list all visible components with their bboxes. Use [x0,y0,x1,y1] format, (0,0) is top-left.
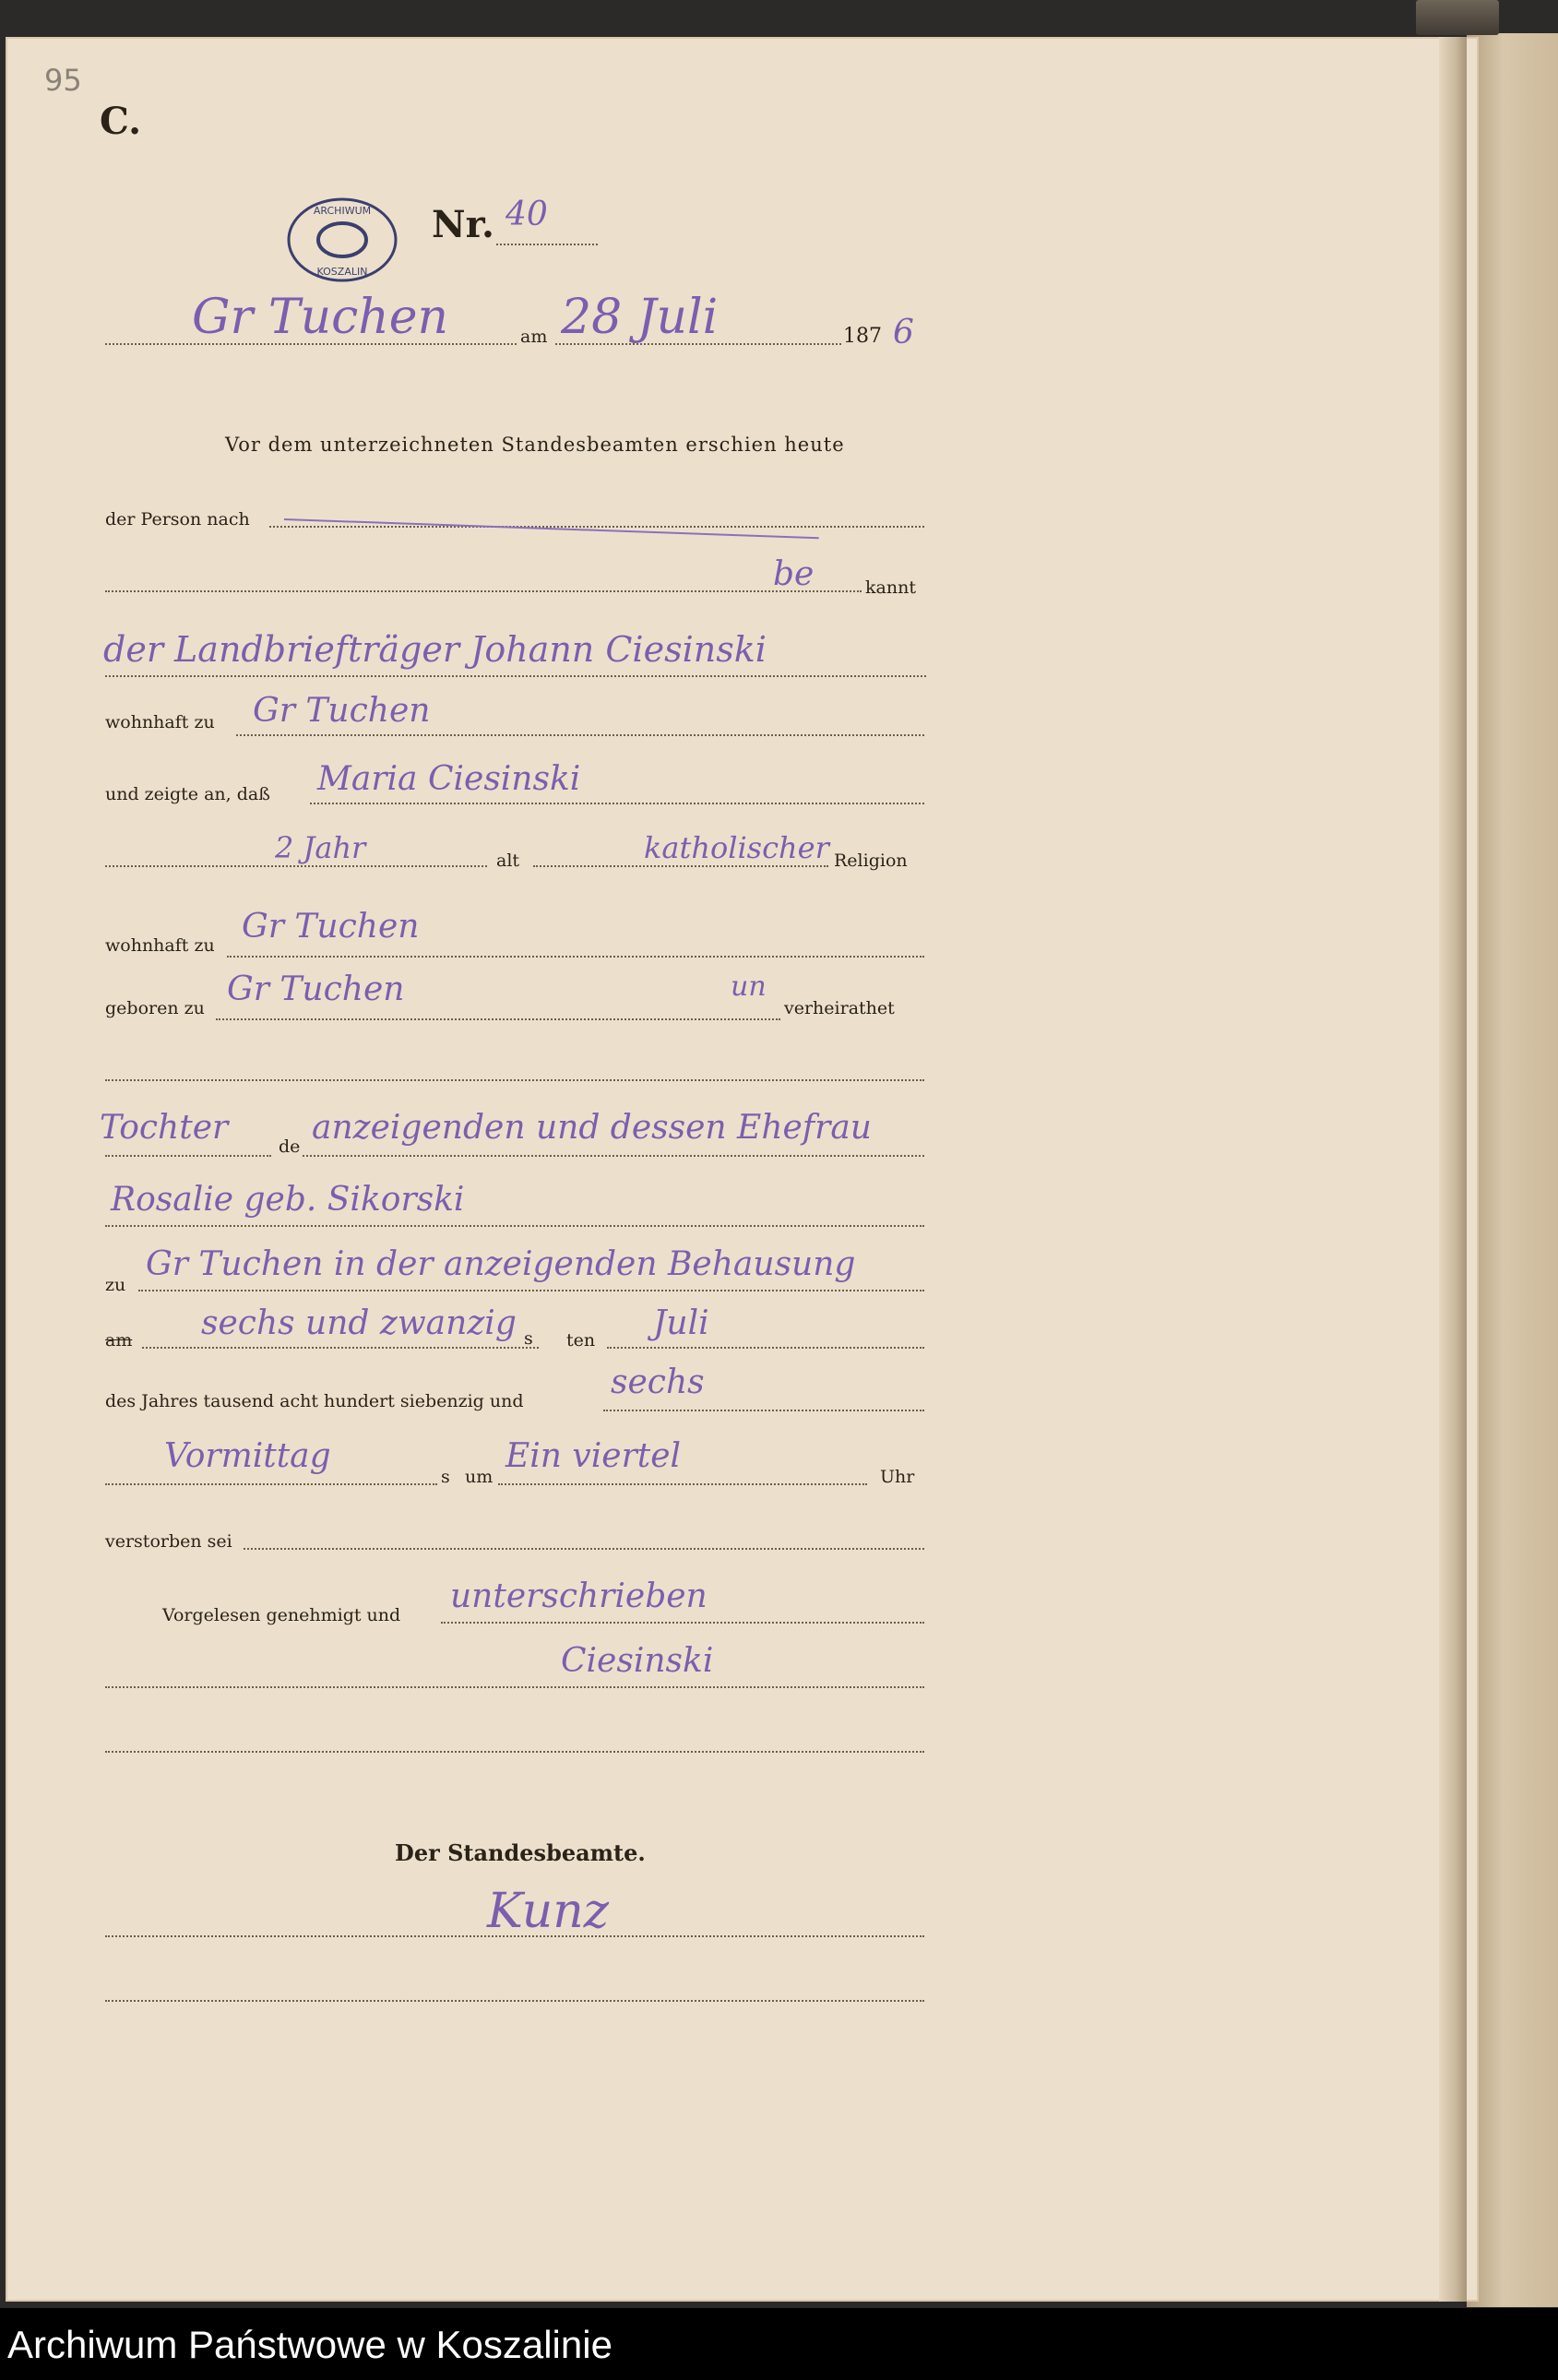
blank-line-1 [105,1079,924,1081]
birthplace: Gr Tuchen [227,970,405,1008]
signature-line-2 [105,1751,924,1753]
alt-label: alt [496,851,520,871]
deceased: Maria Ciesinski [317,760,581,798]
died-line [244,1548,924,1550]
parents-line2: Rosalie geb. Sikorski [111,1181,465,1219]
residence2: Gr Tuchen [242,908,420,946]
person-label: der Person nach [105,509,250,530]
zu-label: zu [105,1275,126,1295]
known-label: kannt [865,577,916,598]
day-suffix: s [524,1328,533,1349]
died-label: verstorben sei [105,1531,232,1552]
death-place-line [138,1290,924,1291]
archive-stamp [282,194,402,286]
time-suffix: s [441,1467,450,1487]
parents-line1-rule [303,1155,924,1157]
facing-page-edge [1467,33,1558,2307]
footer-bar [0,2308,1558,2380]
registrar-title: Der Standesbeamte. [395,1839,646,1866]
am2-label: am [105,1330,133,1351]
year-prefix: 187 [843,325,882,348]
registrar-line-1 [105,1935,924,1937]
year-line [603,1410,924,1411]
place-line [105,343,517,345]
intro-text: Vor dem unterzeichneten Standesbeamten erschien heute [225,434,845,456]
informant-signature: Ciesinski [561,1642,714,1680]
year-suffix: 6 [893,314,914,351]
uhr-label: Uhr [880,1467,915,1487]
am-label: am [520,327,548,347]
cancel-stroke [284,518,819,539]
month-line [607,1347,924,1349]
ten-label: ten [566,1330,596,1351]
married-label: verheirathet [784,998,895,1018]
registrar-signature: Kunz [487,1884,610,1939]
age: 2 Jahr [275,830,366,865]
informant: der Landbriefträger Johann Ciesinski [103,629,767,670]
nr-line [496,244,598,245]
signed-line [441,1622,924,1624]
read-label: Vorgelesen genehmigt und [162,1605,401,1625]
stamp-line1: ARCHIWUM [313,205,372,217]
person-line [269,526,924,528]
series-letter: C. [100,100,142,143]
reported-label: und zeigte an, daß [105,784,270,804]
binding-clip [1416,0,1499,35]
record-page [6,37,1479,2302]
residence2-label: wohnhaft zu [105,935,215,956]
de-label: de [279,1136,301,1157]
month: Juli [653,1304,709,1342]
day-words: sechs und zwanzig [201,1304,517,1342]
religion: katholischer [644,830,829,865]
birthplace-line [216,1018,780,1020]
time-line [105,1483,437,1485]
married-value: un [731,970,767,1003]
date: 28 Juli [561,290,719,345]
nr-label: Nr. [432,203,494,246]
place: Gr Tuchen [192,290,448,345]
residence2-line [227,956,924,958]
archive-name: Archiwum Państwowe w Koszalinie [7,2323,612,2366]
religion-label: Religion [834,851,908,871]
parents-line2-rule [105,1225,924,1227]
born-label: geboren zu [105,998,205,1018]
death-place: Gr Tuchen in der anzeigenden Behausung [146,1245,856,1283]
age-line [105,865,487,867]
residence-line [236,734,924,736]
religion-line [533,865,828,867]
hour-line [498,1483,867,1485]
known-value: be [773,555,815,593]
um-label: um [465,1467,494,1487]
signed-value: unterschrieben [450,1577,708,1615]
nr-value: 40 [505,196,548,233]
informant-line [105,675,926,677]
year-words: sechs [611,1363,705,1401]
deceased-line [310,803,924,804]
parent-prefix: Tochter [100,1109,229,1147]
book-spine [1439,37,1467,2302]
year-text-label: des Jahres tausend acht hundert siebenzig und [105,1391,524,1411]
date-line [555,343,841,345]
residence: Gr Tuchen [253,692,431,730]
parents-line1: anzeigenden und dessen Ehefrau [312,1109,872,1147]
registrar-line-2 [105,2000,924,2002]
signature-line-1 [105,1686,924,1688]
known-line [105,590,862,592]
day-line [142,1347,539,1349]
time-of-day: Vormittag [164,1437,331,1475]
hour-words: Ein viertel [505,1437,682,1475]
residence-label: wohnhaft zu [105,712,215,732]
page-number: 95 [44,63,82,98]
parent-prefix-line [105,1155,271,1157]
stamp-line2: KOSZALIN [316,266,368,278]
